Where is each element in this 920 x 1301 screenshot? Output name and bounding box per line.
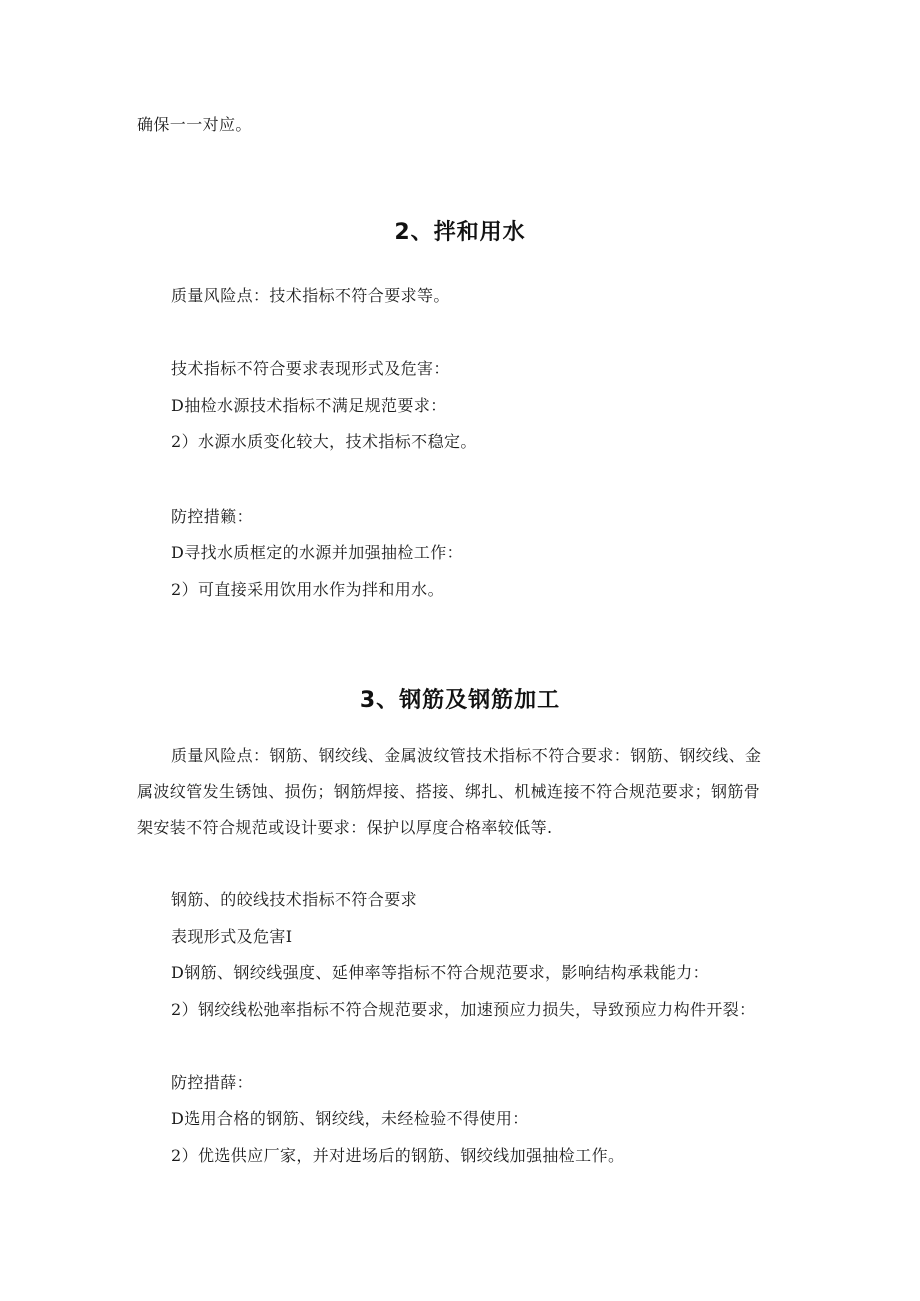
section-3-risk-line-3: 架安装不符合规范或设计要求：保护以厚度合格率较低等. [137,818,553,837]
section-3-symptom-2: 2）钢绞线松弛率指标不符合规范要求，加速预应力损失，导致预应力构件开裂： [171,1000,756,1019]
section-3-symptoms-title: 表现形式及危害I [171,927,293,946]
section-2-heading: 2、拌和用水 [394,220,526,245]
section-3-symptom-1: D钢筋、钢绞线强度、延伸率等指标不符合规范要求，影响结构承栽能力： [171,963,710,982]
section-2-measure-1: D寻找水质框定的水源并加强抽检工作： [171,543,464,562]
section-3-measure-2: 2）优选供应厂家，并对进场后的钢筋、钢绞线加强抽检工作。 [171,1146,625,1165]
section-3-measure-1: D选用合格的钢筋、钢绞线，未经检验不得使用： [171,1109,529,1128]
section-2-measures-title: 防控措籁： [171,507,254,526]
section-2-symptom-2: 2）水源水质变化较大，技术指标不稳定。 [171,432,477,451]
section-2-symptoms-title: 技术指标不符合要求表现形式及危害： [171,359,450,378]
section-2-risk-point: 质量风险点：技术指标不符合要求等。 [171,286,450,305]
section-3-risk-line-1: 质量风险点：钢筋、钢绞线、金属波纹管技术指标不符合要求：钢筋、钢绞线、金 [171,746,762,765]
section-3-risk-line-2: 属波纹管发生锈蚀、损伤；钢筋焊接、搭接、绑扎、机械连接不符合规范要求；钢筋骨 [137,782,761,801]
section-3-sub-title: 钢筋、的皎线技术指标不符合要求 [171,890,418,909]
section-3-heading: 3、钢筋及钢筋加工 [359,688,561,713]
section-2-measure-2: 2）可直接采用饮用水作为拌和用水。 [171,580,444,599]
section-3-measures-title: 防控措薛： [171,1073,254,1092]
intro-line: 确保一一对应。 [137,115,252,134]
section-2-symptom-1: D抽检水源技术指标不满足规范要求： [171,396,447,415]
